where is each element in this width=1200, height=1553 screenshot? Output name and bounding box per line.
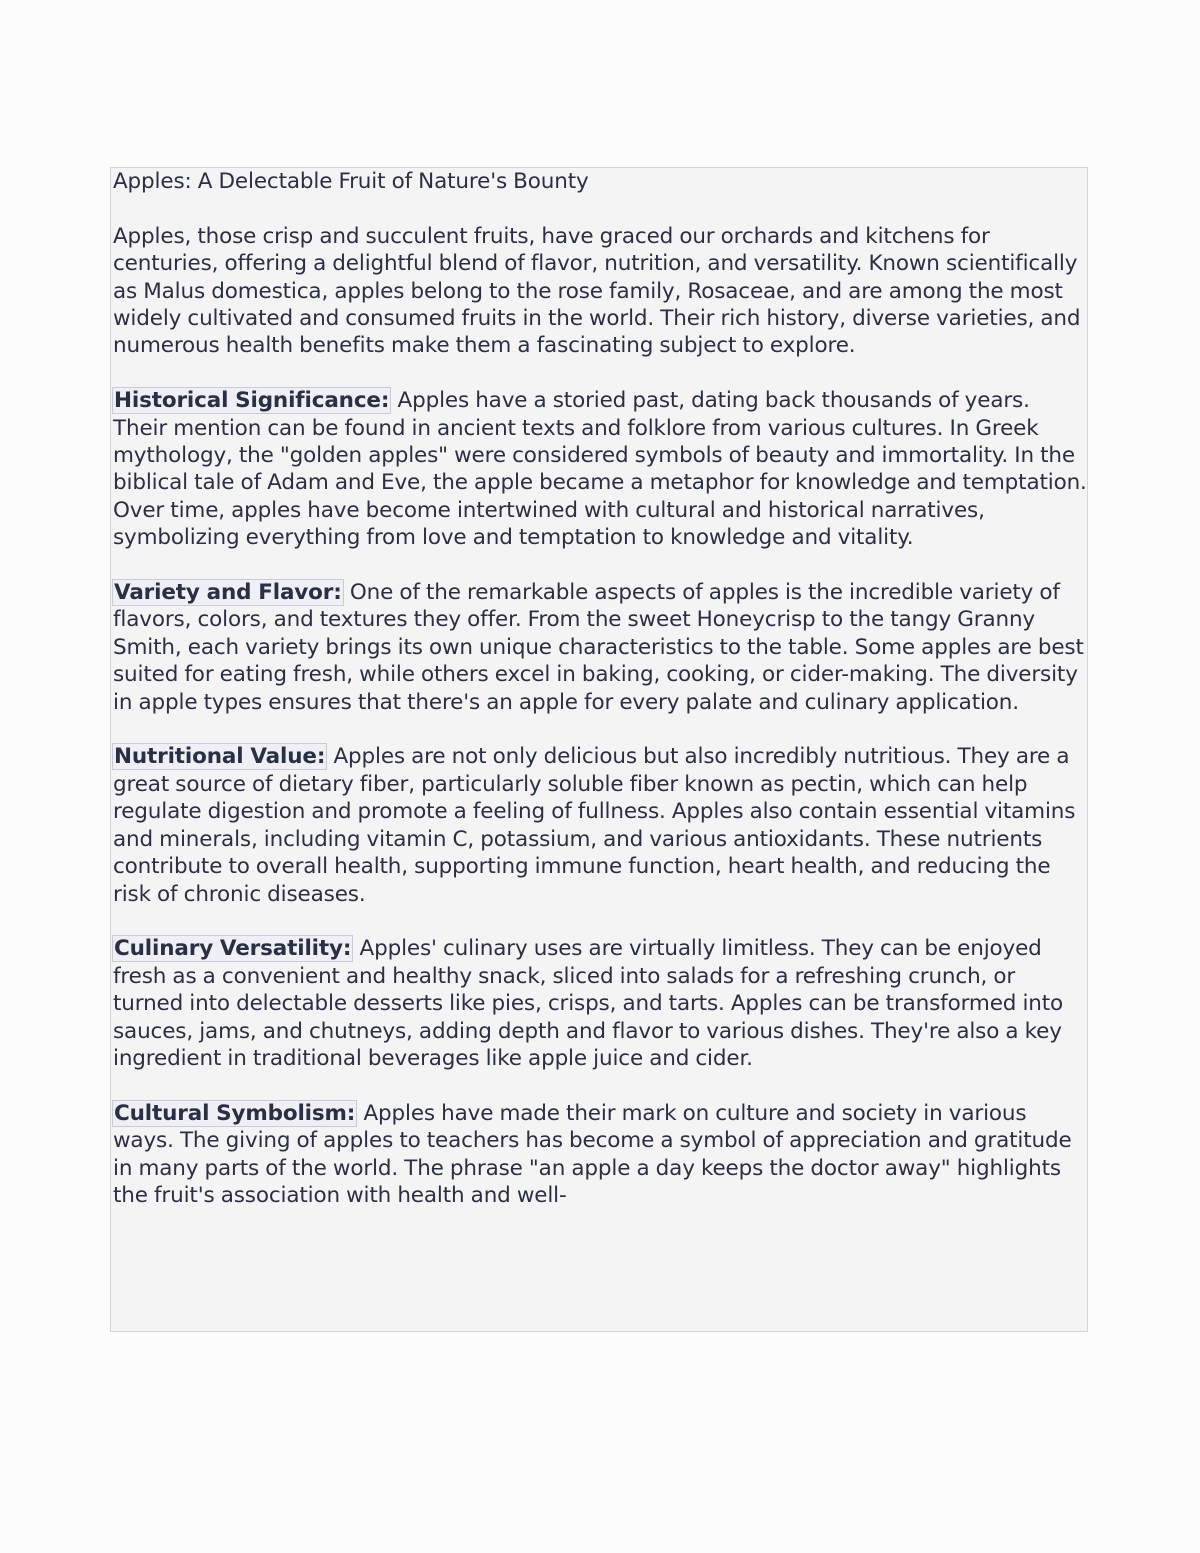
section-heading-variety-and-flavor: Variety and Flavor: — [114, 580, 342, 606]
section-variety-and-flavor — [113, 579, 1087, 716]
document-title: Apples: A Delectable Fruit of Nature's Bounty — [113, 169, 589, 194]
section-body-cultural-symbolism: Apples have made their mark on culture and society in various ways. The giving of apples to teachers has become a symbol of appreciation and gratitude in many parts of the world. The phrase "an apple a day keeps the doctor away" highlights the fruit's association with health and well- — [113, 1100, 1072, 1208]
section-cultural-symbolism — [113, 1100, 1087, 1210]
section-body-historical-significance: Apples have a storied past, dating back thousands of years. Their mention can be found in ancient texts and folklore from various cultures. In Greek mythology, the "golden apples" were considered symbols of beauty and immortality. In the biblical tale of Adam and Eve, the apple became a metaphor for knowledge and temptation. Over time, apples have become intertwined with cultural and historical narratives, symbolizing everything from love and temptation to knowledge and vitality. — [113, 388, 1087, 551]
section-heading-nutritional-value: Nutritional Value: — [114, 744, 326, 770]
section-body-variety-and-flavor: One of the remarkable aspects of apples is the incredible variety of flavors, colors, and textures they offer. From the sweet Honeycrisp to the tangy Granny Smith, each variety brings its own unique characteristics to the table. Some apples are best suited for eating fresh, while others excel in baking, cooking, or cider-making. The diversity in apple types ensures that there's an apple for every palate and culinary application. — [113, 580, 1084, 715]
section-heading-historical-significance: Historical Significance: — [114, 388, 390, 414]
document-body — [113, 168, 1087, 1209]
section-body-culinary-versatility: Apples' culinary uses are virtually limitless. They can be enjoyed fresh as a convenient and healthy snack, sliced into salads for a refreshing crunch, or turned into delectable desserts like pies, crisps, and tarts. Apples can be transformed into sauces, jams, and chutneys, adding depth and flavor to various dishes. They're also a key ingredient in traditional beverages like apple juice and cider. — [113, 936, 1064, 1071]
section-culinary-versatility — [113, 935, 1087, 1072]
section-heading-cultural-symbolism: Cultural Symbolism: — [114, 1100, 356, 1126]
intro-paragraph: Apples, those crisp and succulent fruits, have graced our orchards and kitchens for centuries, offering a delightful blend of flavor, nutrition, and versatility. Known scientifically as Malus domestica, apples belong to the rose family, Rosaceae, and are among the most widely cultivated and consumed fruits in the world. Their rich history, diverse varieties, and numerous health benefits make them a fascinating subject to explore. — [113, 223, 1081, 359]
document-text-box — [110, 167, 1088, 1332]
section-body-nutritional-value: Apples are not only delicious but also incredibly nutritious. They are a great source of dietary fiber, particularly soluble fiber known as pectin, which can help regulate digestion and promote a feeling of fullness. Apples also contain essential vitamins and minerals, including vitamin C, potassium, and various antioxidants. These nutrients contribute to overall health, supporting immune function, heart health, and reducing the risk of chronic diseases. — [113, 744, 1076, 907]
section-nutritional-value — [113, 743, 1087, 907]
section-heading-culinary-versatility: Culinary Versatility: — [114, 936, 352, 962]
section-historical-significance — [113, 387, 1087, 551]
